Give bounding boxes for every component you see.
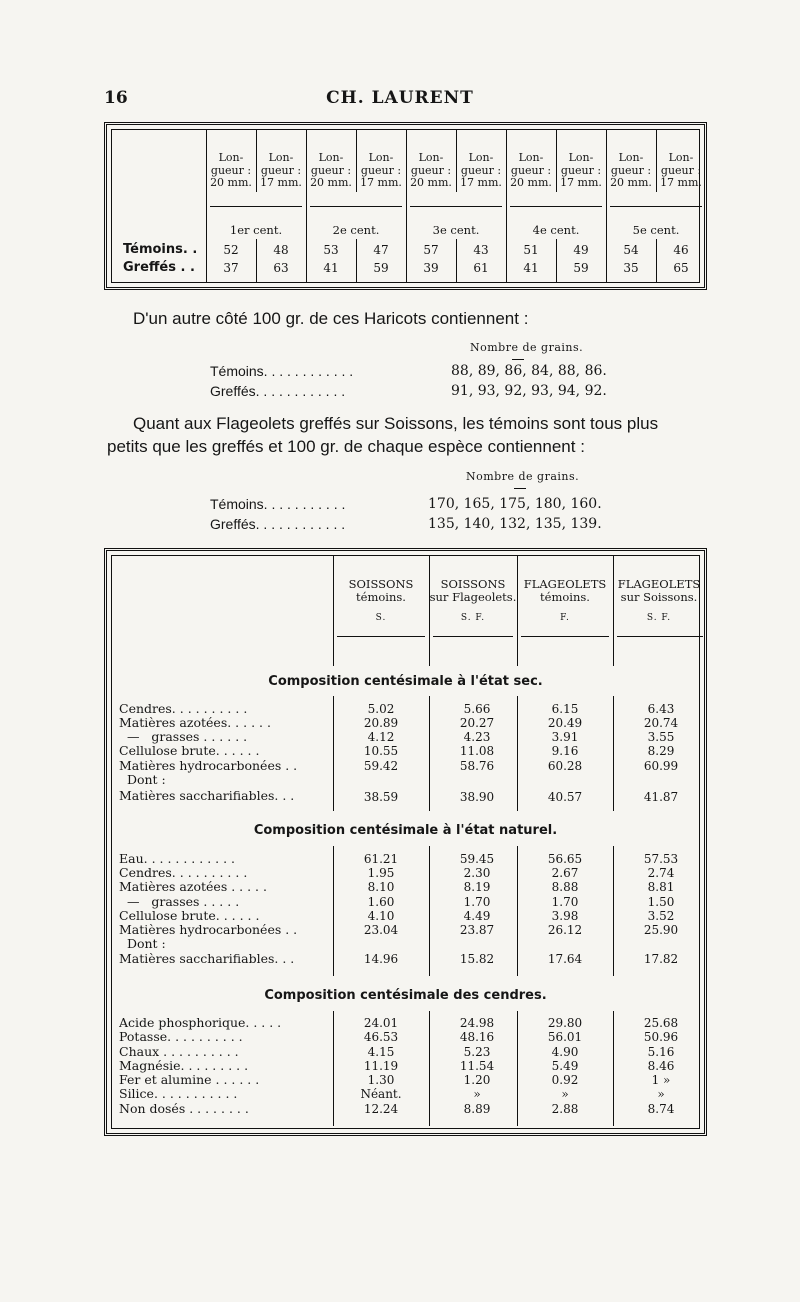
cell: 50.96 — [643, 1030, 679, 1044]
cell: 59.45 — [459, 852, 495, 866]
cell: 41.87 — [643, 790, 679, 804]
cell: 1.20 — [463, 1073, 491, 1087]
cell: 10.55 — [363, 744, 399, 758]
cell: 38.90 — [459, 790, 495, 804]
cell: 20.27 — [459, 716, 495, 730]
row-label: Matières saccharifiables. . . — [119, 952, 295, 966]
cell: » — [473, 1087, 481, 1101]
length-header: Lon- gueur : 20 mm. — [510, 151, 552, 189]
column-divider — [333, 556, 334, 666]
section-title-naturel: Composition centésimale à l'état naturel. — [253, 823, 558, 838]
row-label: Chaux . . . . . . . . . . — [119, 1045, 239, 1059]
section-title-sec: Composition centésimale à l'état sec. — [268, 674, 543, 689]
cell: 38.59 — [363, 790, 399, 804]
cell: 56.65 — [547, 852, 583, 866]
cell: 48.16 — [459, 1030, 495, 1044]
cell: 1 » — [651, 1073, 671, 1087]
header-rule — [410, 206, 502, 207]
cell: 23.04 — [363, 923, 399, 937]
cell: 24.98 — [459, 1016, 495, 1030]
row-label: Cellulose brute. . . . . . — [119, 909, 260, 923]
cell: 63 — [273, 261, 289, 275]
cell: 59 — [573, 261, 589, 275]
cell: 8.29 — [647, 744, 675, 758]
cell: 54 — [623, 243, 639, 257]
paragraph-flageolets-line2: petits que les greffés et 100 gr. de chaque espèce contiennent : — [107, 437, 585, 456]
cell: 8.74 — [647, 1102, 675, 1116]
paragraph-intro-haricots: D'un autre côté 100 gr. de ces Haricots contiennent : — [133, 309, 529, 328]
cell: 25.68 — [643, 1016, 679, 1030]
cell: 20.89 — [363, 716, 399, 730]
cell: 37 — [223, 261, 239, 275]
table-grain-length — [104, 122, 707, 290]
cell: 61.21 — [363, 852, 399, 866]
cell: 29.80 — [547, 1016, 583, 1030]
row-label: Matières hydrocarbonées . . — [119, 923, 298, 937]
cell: 14.96 — [363, 952, 399, 966]
header-rule — [310, 206, 402, 207]
row-label: Silice. . . . . . . . . . . — [119, 1087, 238, 1101]
cell: 15.82 — [459, 952, 495, 966]
section-title-cendres: Composition centésimale des cendres. — [264, 988, 547, 1003]
nombre-de-grains-label: Nombre de grains. — [466, 470, 580, 483]
cell: 20.74 — [643, 716, 679, 730]
paragraph-flageolets-line1: Quant aux Flageolets greffés sur Soissons, les témoins sont tous plus — [133, 414, 659, 433]
cell: 40.57 — [547, 790, 583, 804]
cell: 1.70 — [463, 895, 491, 909]
row-label: Acide phosphorique. . . . . — [119, 1016, 282, 1030]
line-values: 170, 165, 175, 180, 160. — [428, 496, 602, 512]
cell: 58.76 — [459, 759, 495, 773]
length-header: Lon- gueur : 20 mm. — [310, 151, 352, 189]
length-header: Lon- gueur : 20 mm. — [210, 151, 252, 189]
length-header: Lon- gueur : 17 mm. — [460, 151, 502, 189]
column-divider — [613, 556, 614, 666]
row-label: Eau. . . . . . . . . . . . — [119, 852, 236, 866]
cell: 35 — [623, 261, 639, 275]
row-label: Potasse. . . . . . . . . . — [119, 1030, 243, 1044]
cell: 60.28 — [547, 759, 583, 773]
table-composition-frame — [111, 555, 700, 1129]
cell: 53 — [323, 243, 339, 257]
line-label: Témoins. . . . . . . . . . . — [210, 496, 346, 512]
cell: 65 — [673, 261, 689, 275]
cell: 56.01 — [547, 1030, 583, 1044]
cell: 17.82 — [643, 952, 679, 966]
cell: 11.19 — [363, 1059, 399, 1073]
cell: 1.50 — [647, 895, 675, 909]
group-label: 5e cent. — [632, 223, 680, 237]
cell: 3.55 — [647, 730, 675, 744]
column-header: FLAGEOLETS sur Soissons. — [617, 577, 701, 604]
cell: 39 — [423, 261, 439, 275]
cell: 51 — [523, 243, 539, 257]
cell: 11.54 — [459, 1059, 495, 1073]
cell: 0.92 — [551, 1073, 579, 1087]
group-label: 3e cent. — [432, 223, 480, 237]
cell: 2.88 — [551, 1102, 579, 1116]
header-rule — [610, 206, 702, 207]
row-label: Fer et alumine . . . . . . — [119, 1073, 260, 1087]
cell: 17.64 — [547, 952, 583, 966]
header-rule — [521, 636, 609, 637]
row-label: Non dosés . . . . . . . . — [119, 1102, 249, 1116]
header-rule — [617, 636, 703, 637]
length-header: Lon- gueur : 20 mm. — [410, 151, 452, 189]
column-abbr: S. F. — [460, 613, 486, 623]
cell: 60.99 — [643, 759, 679, 773]
cell: 57.53 — [643, 852, 679, 866]
cell: 5.49 — [551, 1059, 579, 1073]
row-label: — grasses . . . . . — [119, 895, 240, 909]
row-label: — grasses . . . . . . — [119, 730, 248, 744]
cell: 1.60 — [367, 895, 395, 909]
header-rule — [510, 206, 602, 207]
row-label-temoins: Témoins. . — [123, 242, 198, 257]
line-values: 135, 140, 132, 135, 139. — [428, 516, 602, 532]
header-rule — [433, 636, 513, 637]
cell: » — [561, 1087, 569, 1101]
cell: 8.81 — [647, 880, 675, 894]
cell: 2.74 — [647, 866, 675, 880]
column-header: FLAGEOLETS témoins. — [523, 577, 607, 604]
line-values: 91, 93, 92, 93, 94, 92. — [451, 383, 607, 399]
table-grain-length-frame — [111, 129, 700, 283]
cell: 20.49 — [547, 716, 583, 730]
length-header: Lon- gueur : 20 mm. — [610, 151, 652, 189]
column-abbr: F. — [560, 613, 570, 623]
line-values: 88, 89, 86, 84, 88, 86. — [451, 363, 607, 379]
header-rule — [337, 636, 425, 637]
cell: 6.43 — [647, 702, 675, 716]
cell: 2.67 — [551, 866, 579, 880]
cell: 4.12 — [367, 730, 395, 744]
cell: 43 — [473, 243, 489, 257]
running-header-author: CH. LAURENT — [326, 88, 474, 108]
length-header: Lon- gueur : 17 mm. — [260, 151, 302, 189]
cell: Néant. — [360, 1087, 402, 1101]
cell: 3.91 — [551, 730, 579, 744]
row-label: Matières azotées . . . . . — [119, 880, 267, 894]
row-label: Matières hydrocarbonées . . — [119, 759, 298, 773]
cell: » — [657, 1087, 665, 1101]
column-header: SOISSONS sur Flageolets. — [429, 577, 517, 604]
column-divider — [429, 556, 430, 666]
group-label: 1er cent. — [229, 223, 283, 237]
cell: 8.19 — [463, 880, 491, 894]
cell: 49 — [573, 243, 589, 257]
row-label: Cendres. . . . . . . . . . — [119, 866, 248, 880]
cell: 5.16 — [647, 1045, 675, 1059]
cell: 3.98 — [551, 909, 579, 923]
row-label: Dont : — [119, 937, 166, 951]
cell: 57 — [423, 243, 439, 257]
cell: 1.70 — [551, 895, 579, 909]
cell: 12.24 — [363, 1102, 399, 1116]
row-label: Cendres. . . . . . . . . . — [119, 702, 248, 716]
cell: 8.88 — [551, 880, 579, 894]
column-abbr: S. — [375, 613, 387, 623]
cell: 41 — [523, 261, 539, 275]
cell: 26.12 — [547, 923, 583, 937]
cell: 2.30 — [463, 866, 491, 880]
cell: 46 — [673, 243, 689, 257]
dash-rule — [512, 359, 524, 360]
cell: 5.02 — [367, 702, 395, 716]
cell: 8.89 — [463, 1102, 491, 1116]
length-header: Lon- gueur : 17 mm. — [660, 151, 702, 189]
column-abbr: S. F. — [646, 613, 672, 623]
group-label: 4e cent. — [532, 223, 580, 237]
row-label: Dont : — [119, 773, 166, 787]
cell: 61 — [473, 261, 489, 275]
length-header: Lon- gueur : 17 mm. — [360, 151, 402, 189]
cell: 47 — [373, 243, 389, 257]
cell: 48 — [273, 243, 289, 257]
line-label: Greffés. . . . . . . . . . . . — [210, 383, 346, 399]
row-label-greffes: Greffés . . — [123, 260, 195, 275]
cell: 8.46 — [647, 1059, 675, 1073]
cell: 4.10 — [367, 909, 395, 923]
cell: 1.30 — [367, 1073, 395, 1087]
cell: 3.52 — [647, 909, 675, 923]
page-number: 16 — [104, 88, 128, 108]
cell: 11.08 — [459, 744, 495, 758]
cell: 23.87 — [459, 923, 495, 937]
cell: 5.66 — [463, 702, 491, 716]
line-label: Témoins. . . . . . . . . . . . — [210, 363, 354, 379]
cell: 59.42 — [363, 759, 399, 773]
row-label: Magnésie. . . . . . . . . — [119, 1059, 249, 1073]
cell: 24.01 — [363, 1016, 399, 1030]
cell: 59 — [373, 261, 389, 275]
cell: 9.16 — [551, 744, 579, 758]
header-rule — [210, 206, 302, 207]
cell: 46.53 — [363, 1030, 399, 1044]
cell: 5.23 — [463, 1045, 491, 1059]
column-header: SOISSONS témoins. — [348, 577, 414, 604]
group-label: 2e cent. — [332, 223, 380, 237]
cell: 4.90 — [551, 1045, 579, 1059]
line-label: Greffés. . . . . . . . . . . . — [210, 516, 346, 532]
nombre-de-grains-label: Nombre de grains. — [470, 341, 584, 354]
cell: 8.10 — [367, 880, 395, 894]
table-composition — [104, 548, 707, 1136]
cell: 6.15 — [551, 702, 579, 716]
cell: 52 — [223, 243, 239, 257]
cell: 1.95 — [367, 866, 395, 880]
length-header: Lon- gueur : 17 mm. — [560, 151, 602, 189]
cell: 4.49 — [463, 909, 491, 923]
cell: 4.23 — [463, 730, 491, 744]
cell: 25.90 — [643, 923, 679, 937]
row-label: Cellulose brute. . . . . . — [119, 744, 260, 758]
row-label: Matières saccharifiables. . . — [119, 789, 295, 803]
cell: 41 — [323, 261, 339, 275]
cell: 4.15 — [367, 1045, 395, 1059]
row-label: Matières azotées. . . . . . — [119, 716, 271, 730]
dash-rule — [514, 488, 526, 489]
column-divider — [517, 556, 518, 666]
